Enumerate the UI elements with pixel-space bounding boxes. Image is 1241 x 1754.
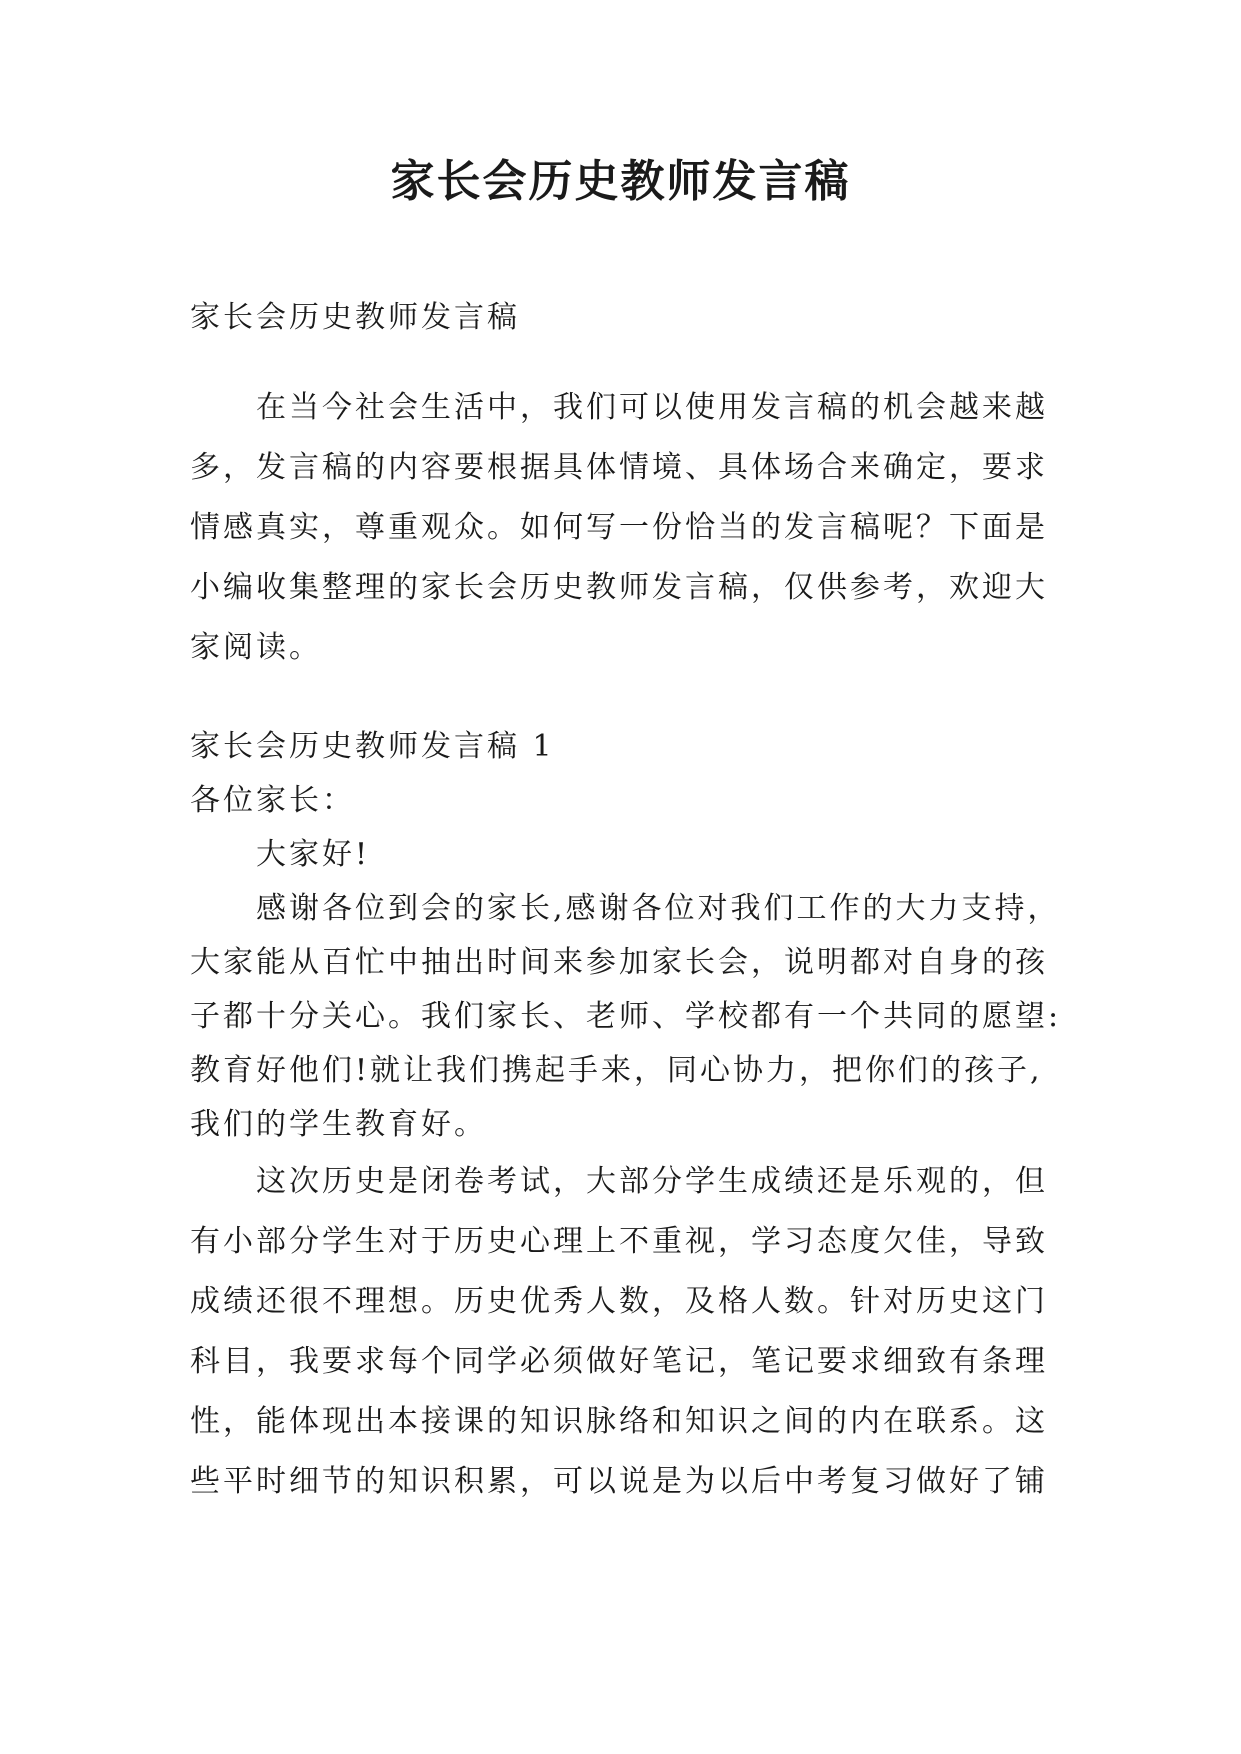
paragraph-line: 感谢各位到会的家长,感谢各位对我们工作的大力支持， [256, 891, 1061, 926]
greeting: 大家好! [256, 837, 371, 872]
document-body [190, 288, 1060, 1512]
section-heading: 家长会历史教师发言稿 1 [190, 729, 555, 764]
paragraph-line: 性，能体现出本接课的知识脉络和知识之间的内在联系。这 [190, 1404, 1048, 1439]
salutation: 各位家长： [190, 783, 355, 818]
document-title: 家长会历史教师发言稿 [390, 156, 851, 207]
intro-line: 小编收集整理的家长会历史教师发言稿，仅供参考，欢迎大 [190, 570, 1048, 605]
intro-line: 在当今社会生活中，我们可以使用发言稿的机会越来越 [256, 390, 1048, 425]
paragraph-line: 我们的学生教育好。 [190, 1107, 487, 1142]
paragraph-line: 科目，我要求每个同学必须做好笔记，笔记要求细致有条理 [190, 1344, 1048, 1379]
paragraph-2 [190, 1152, 1060, 1512]
paragraph-1 [190, 882, 1060, 1152]
intro-paragraph [190, 378, 1060, 678]
document-subtitle: 家长会历史教师发言稿 [190, 300, 520, 335]
intro-line: 家阅读。 [190, 630, 322, 665]
paragraph-line: 些平时细节的知识积累，可以说是为以后中考复习做好了铺 [190, 1464, 1048, 1499]
paragraph-line: 成绩还很不理想。历史优秀人数，及格人数。针对历史这门 [190, 1284, 1048, 1319]
paragraph-line: 大家能从百忙中抽出时间来参加家长会，说明都对自身的孩 [190, 945, 1048, 980]
paragraph-line: 子都十分关心。我们家长、老师、学校都有一个共同的愿望: [190, 999, 1062, 1034]
paragraph-line: 这次历史是闭卷考试，大部分学生成绩还是乐观的，但 [256, 1164, 1048, 1199]
intro-line: 多，发言稿的内容要根据具体情境、具体场合来确定，要求 [190, 450, 1048, 485]
intro-line: 情感真实，尊重观众。如何写一份恰当的发言稿呢？下面是 [190, 510, 1048, 545]
paragraph-line: 教育好他们!就让我们携起手来，同心协力，把你们的孩子, [190, 1053, 1043, 1088]
paragraph-line: 有小部分学生对于历史心理上不重视，学习态度欠佳，导致 [190, 1224, 1048, 1259]
